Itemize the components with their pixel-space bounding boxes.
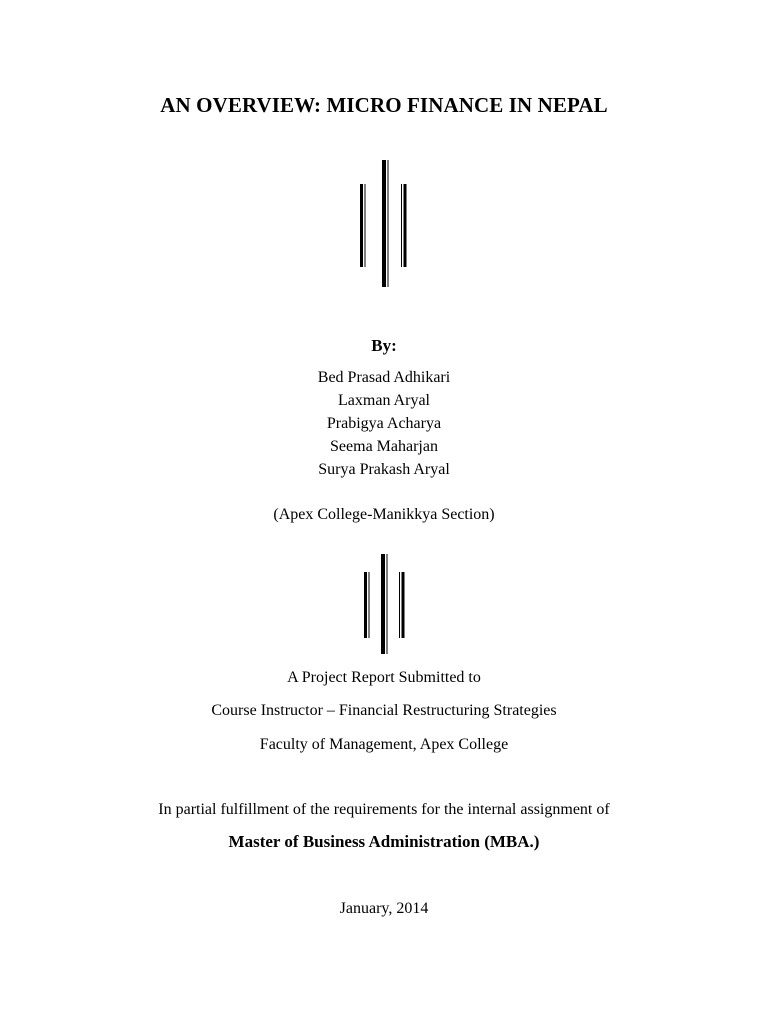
author-name: Prabigya Acharya xyxy=(326,415,442,432)
author-name: Laxman Aryal xyxy=(338,392,430,409)
author-name: Seema Maharjan xyxy=(330,438,438,455)
college-section: (Apex College-Manikkya Section) xyxy=(273,506,495,523)
author-name: Surya Prakash Aryal xyxy=(318,461,450,478)
faculty-line: Faculty of Management, Apex College xyxy=(259,736,509,753)
vertical-bars-ornament-icon xyxy=(0,554,768,684)
by-label: By: xyxy=(371,336,397,355)
document-title: AN OVERVIEW: MICRO FINANCE IN NEPAL xyxy=(160,93,608,117)
course-instructor-line: Course Instructor – Financial Restructuring Strategies xyxy=(211,702,557,719)
fulfillment-statement: In partial fulfillment of the requirements for the internal assignment of xyxy=(158,801,610,818)
submission-date: January, 2014 xyxy=(339,900,429,917)
submission-line: A Project Report Submitted to xyxy=(287,669,481,686)
degree-name: Master of Business Administration (MBA.) xyxy=(228,832,540,851)
vertical-bars-ornament-icon xyxy=(0,160,768,290)
author-name: Bed Prasad Adhikari xyxy=(317,369,451,386)
